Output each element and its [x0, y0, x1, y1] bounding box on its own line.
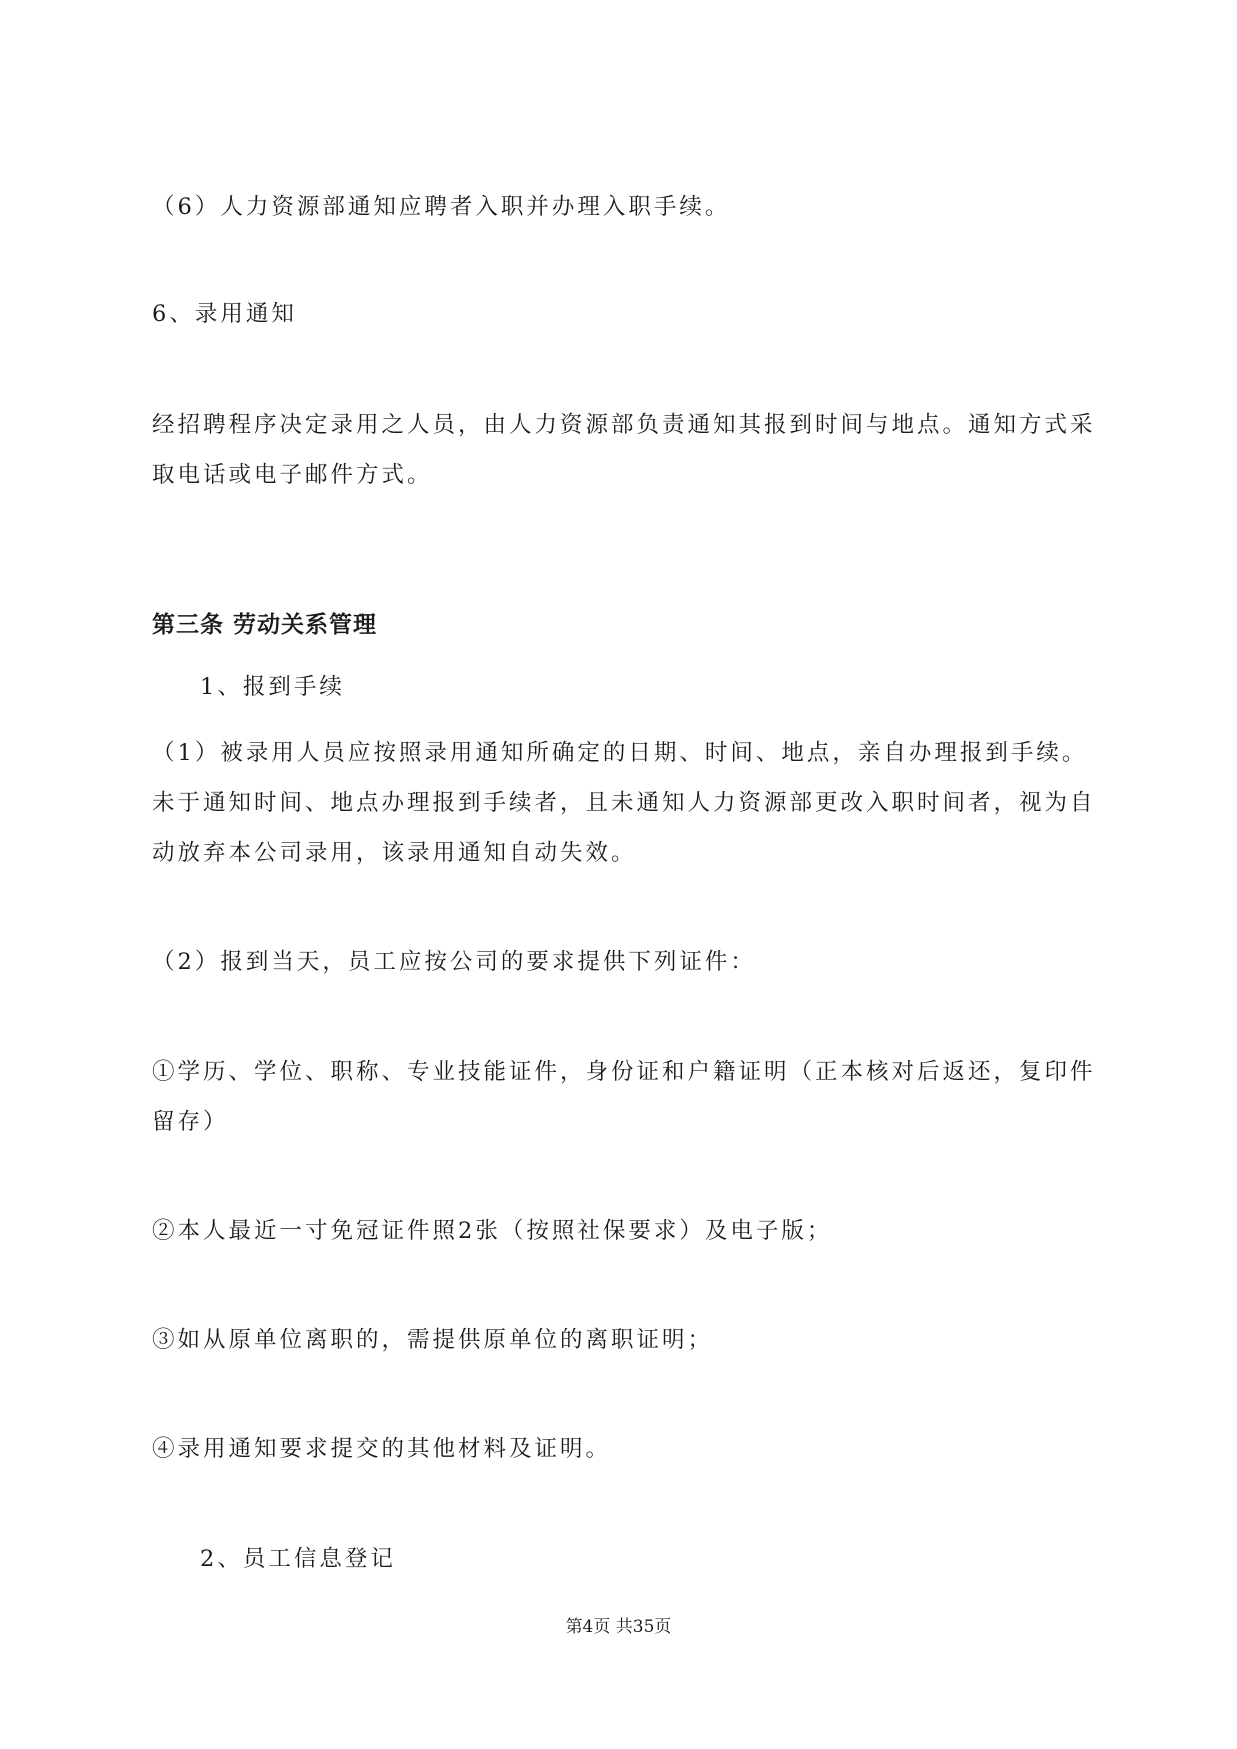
list-item: ①学历、学位、职称、专业技能证件，身份证和户籍证明（正本核对后返还，复印件 — [152, 1059, 1096, 1085]
paragraph-line: （1）被录用人员应按照录用通知所确定的日期、时间、地点，亲自办理报到手续。 — [152, 740, 1088, 766]
subsection-heading: 2、员工信息登记 — [200, 1546, 396, 1572]
list-item: 留存） — [152, 1109, 229, 1135]
list-item: ④录用通知要求提交的其他材料及证明。 — [152, 1436, 612, 1462]
list-item: ③如从原单位离职的，需提供原单位的离职证明； — [152, 1327, 714, 1353]
paragraph-line: （6）人力资源部通知应聘者入职并办理入职手续。 — [152, 194, 731, 220]
subsection-heading: 1、报到手续 — [200, 674, 345, 700]
paragraph-line: 经招聘程序决定录用之人员，由人力资源部负责通知其报到时间与地点。通知方式采 — [152, 412, 1096, 438]
page-number: 第4页 共35页 — [565, 1617, 672, 1637]
paragraph-line: 未于通知时间、地点办理报到手续者，且未通知人力资源部更改入职时间者，视为自 — [152, 790, 1096, 816]
paragraph-line: （2）报到当天，员工应按公司的要求提供下列证件： — [152, 949, 756, 975]
paragraph-line: 取电话或电子邮件方式。 — [152, 462, 433, 488]
list-item: ②本人最近一寸免冠证件照2张（按照社保要求）及电子版； — [152, 1218, 833, 1244]
paragraph-line: 动放弃本公司录用，该录用通知自动失效。 — [152, 840, 637, 866]
article-heading: 第三条 劳动关系管理 — [152, 612, 378, 638]
section-heading: 6、录用通知 — [152, 301, 297, 327]
